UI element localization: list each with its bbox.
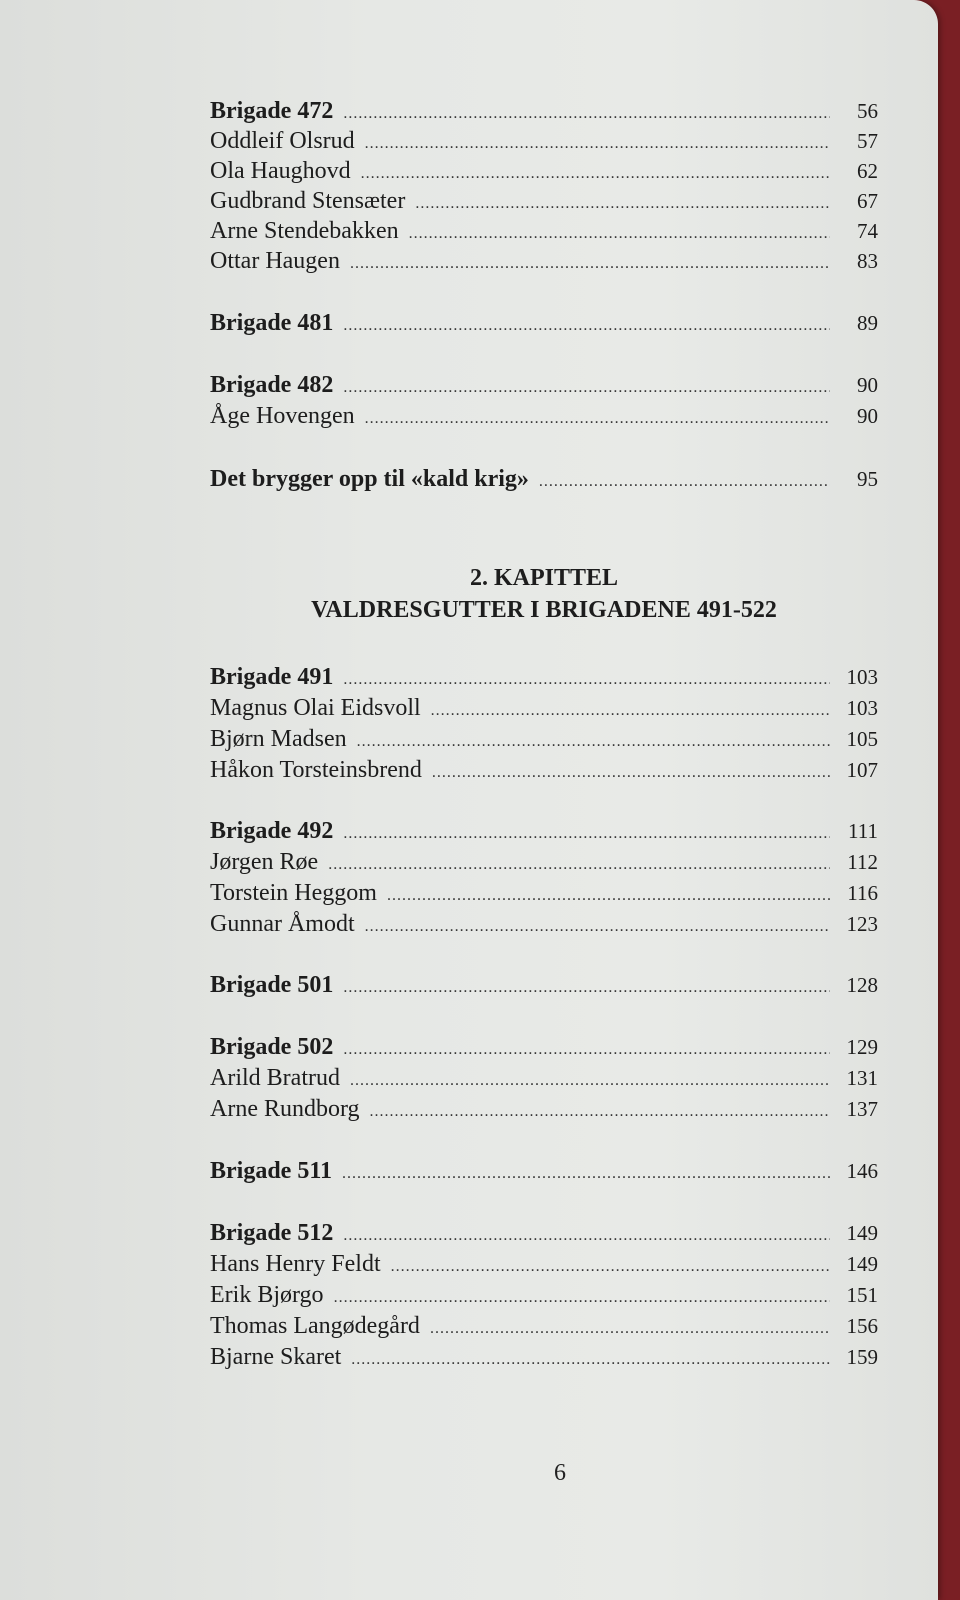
- toc-entry-page: 56: [857, 99, 878, 123]
- dot-leader: [350, 255, 830, 273]
- toc-entry: [210, 849, 878, 879]
- toc-entry-page: 116: [847, 881, 878, 905]
- toc-entry: [210, 188, 878, 218]
- toc-entry-label: Thomas Langødegård: [210, 1313, 420, 1339]
- toc-entry-label: Brigade 491: [210, 664, 334, 690]
- toc-entry: [210, 1220, 878, 1250]
- toc-entry-page: 123: [846, 912, 878, 936]
- toc-entry-page: 105: [846, 727, 878, 751]
- toc-entry-label: Brigade 502: [210, 1034, 334, 1060]
- toc-entry: [210, 726, 878, 756]
- chapter-heading: [210, 562, 878, 626]
- dot-leader: [350, 1072, 830, 1090]
- toc-entry: [210, 372, 878, 402]
- dot-leader: [431, 702, 830, 720]
- toc-entry-page: 129: [846, 1035, 878, 1059]
- toc-entry: [210, 695, 878, 725]
- toc-entry-page: 90: [857, 404, 878, 428]
- toc-entry-label: Gudbrand Stensæter: [210, 188, 406, 214]
- toc-entry-page: 89: [857, 311, 878, 335]
- dot-leader: [343, 825, 830, 843]
- toc-entry-page: 112: [847, 850, 878, 874]
- toc-entry-page: 103: [846, 696, 878, 720]
- dot-leader: [370, 1103, 830, 1121]
- dot-leader: [391, 1258, 830, 1276]
- toc-entry: [210, 1313, 878, 1343]
- dot-leader: [432, 764, 830, 782]
- toc-entry-label: Brigade 481: [210, 310, 334, 336]
- toc-entry-page: 149: [846, 1221, 878, 1245]
- toc-entry-label: Hans Henry Feldt: [210, 1251, 381, 1277]
- toc-entry-page: 57: [857, 129, 878, 153]
- toc-entry-label: Magnus Olai Eidsvoll: [210, 695, 421, 721]
- dot-leader: [539, 473, 830, 491]
- toc-entry-page: 107: [846, 758, 878, 782]
- toc-entry-page: 156: [846, 1314, 878, 1338]
- dot-leader: [343, 317, 830, 335]
- toc-entry-label: Arne Rundborg: [210, 1096, 360, 1122]
- toc-entry-label: Brigade 492: [210, 818, 334, 844]
- dot-leader: [343, 379, 830, 397]
- toc-entry-label: Arne Stendebakken: [210, 218, 399, 244]
- toc-entry-page: 83: [857, 249, 878, 273]
- toc-entry-page: 95: [857, 467, 878, 491]
- chapter-title: VALDRESGUTTER I BRIGADENE 491-522: [311, 597, 777, 623]
- toc-entry-label: Brigade 501: [210, 972, 334, 998]
- toc-entry-page: 151: [846, 1283, 878, 1307]
- toc-entry: [210, 757, 878, 787]
- toc-entry-page: 149: [846, 1252, 878, 1276]
- toc-entry-page: 159: [846, 1345, 878, 1369]
- dot-leader: [351, 1351, 830, 1369]
- toc-entry-page: 67: [857, 189, 878, 213]
- toc-entry-label: Ola Haughovd: [210, 158, 351, 184]
- toc-entry-label: Arild Bratrud: [210, 1065, 340, 1091]
- toc-entry: [210, 248, 878, 278]
- toc-entry-page: 62: [857, 159, 878, 183]
- toc-entry: [210, 880, 878, 910]
- toc-entry: [210, 1065, 878, 1095]
- toc-entry: [210, 1158, 878, 1188]
- dot-leader: [361, 165, 830, 183]
- dot-leader: [430, 1320, 830, 1338]
- toc-entry-label: Brigade 472: [210, 98, 334, 124]
- dot-leader: [387, 887, 830, 905]
- toc-entry: [210, 1096, 878, 1126]
- toc-entry: [210, 98, 878, 128]
- toc-entry-page: 111: [848, 819, 878, 843]
- toc-entry: [210, 664, 878, 694]
- toc-entry-label: Brigade 512: [210, 1220, 334, 1246]
- dot-leader: [343, 979, 830, 997]
- dot-leader: [342, 1165, 830, 1183]
- toc-entry-label: Håkon Torsteinsbrend: [210, 757, 422, 783]
- toc-entry-label: Oddleif Olsrud: [210, 128, 355, 154]
- dot-leader: [365, 135, 830, 153]
- toc-entry: [210, 466, 878, 496]
- toc-entry-label: Åge Hovengen: [210, 403, 355, 429]
- toc-entry: [210, 1344, 878, 1374]
- toc-entry: [210, 1251, 878, 1281]
- toc-entry-page: 103: [846, 665, 878, 689]
- toc-entry: [210, 310, 878, 340]
- dot-leader: [365, 410, 830, 428]
- toc-entry: [210, 911, 878, 941]
- dot-leader: [415, 195, 830, 213]
- toc-entry-label: Erik Bjørgo: [210, 1282, 324, 1308]
- chapter-number: 2. KAPITTEL: [469, 565, 619, 591]
- toc-entry: [210, 128, 878, 158]
- toc-entry-label: Brigade 511: [210, 1158, 333, 1184]
- toc-entry: [210, 1282, 878, 1312]
- toc-entry-page: 131: [846, 1066, 878, 1090]
- toc-entry-label: Torstein Heggom: [210, 880, 377, 906]
- dot-leader: [328, 856, 830, 874]
- toc-entry-page: 90: [857, 373, 878, 397]
- dot-leader: [343, 105, 830, 123]
- toc-entry-label: Ottar Haugen: [210, 248, 340, 274]
- dot-leader: [343, 671, 830, 689]
- toc-entry-label: Bjarne Skaret: [210, 1344, 342, 1370]
- toc-entry: [210, 818, 878, 848]
- toc-entry: [210, 403, 878, 433]
- toc-entry-page: 137: [846, 1097, 878, 1121]
- dot-leader: [365, 918, 830, 936]
- toc-entry-page: 74: [857, 219, 878, 243]
- toc-entry: [210, 972, 878, 1002]
- toc-entry-label: Jørgen Røe: [210, 849, 319, 875]
- toc-entry-label: Bjørn Madsen: [210, 726, 347, 752]
- toc-entry-page: 146: [846, 1159, 878, 1183]
- toc-entry-label: Gunnar Åmodt: [210, 911, 355, 937]
- page-number: 6: [554, 1460, 566, 1486]
- toc-entry: [210, 158, 878, 188]
- toc-entry-label: Brigade 482: [210, 372, 334, 398]
- toc-entry: [210, 1034, 878, 1064]
- toc-entry: [210, 218, 878, 248]
- toc-entry-label: Det brygger opp til «kald krig»: [210, 466, 529, 492]
- toc-entry-page: 128: [846, 973, 878, 997]
- dot-leader: [409, 225, 830, 243]
- dot-leader: [334, 1289, 830, 1307]
- dot-leader: [343, 1041, 830, 1059]
- dot-leader: [357, 733, 830, 751]
- dot-leader: [343, 1227, 830, 1245]
